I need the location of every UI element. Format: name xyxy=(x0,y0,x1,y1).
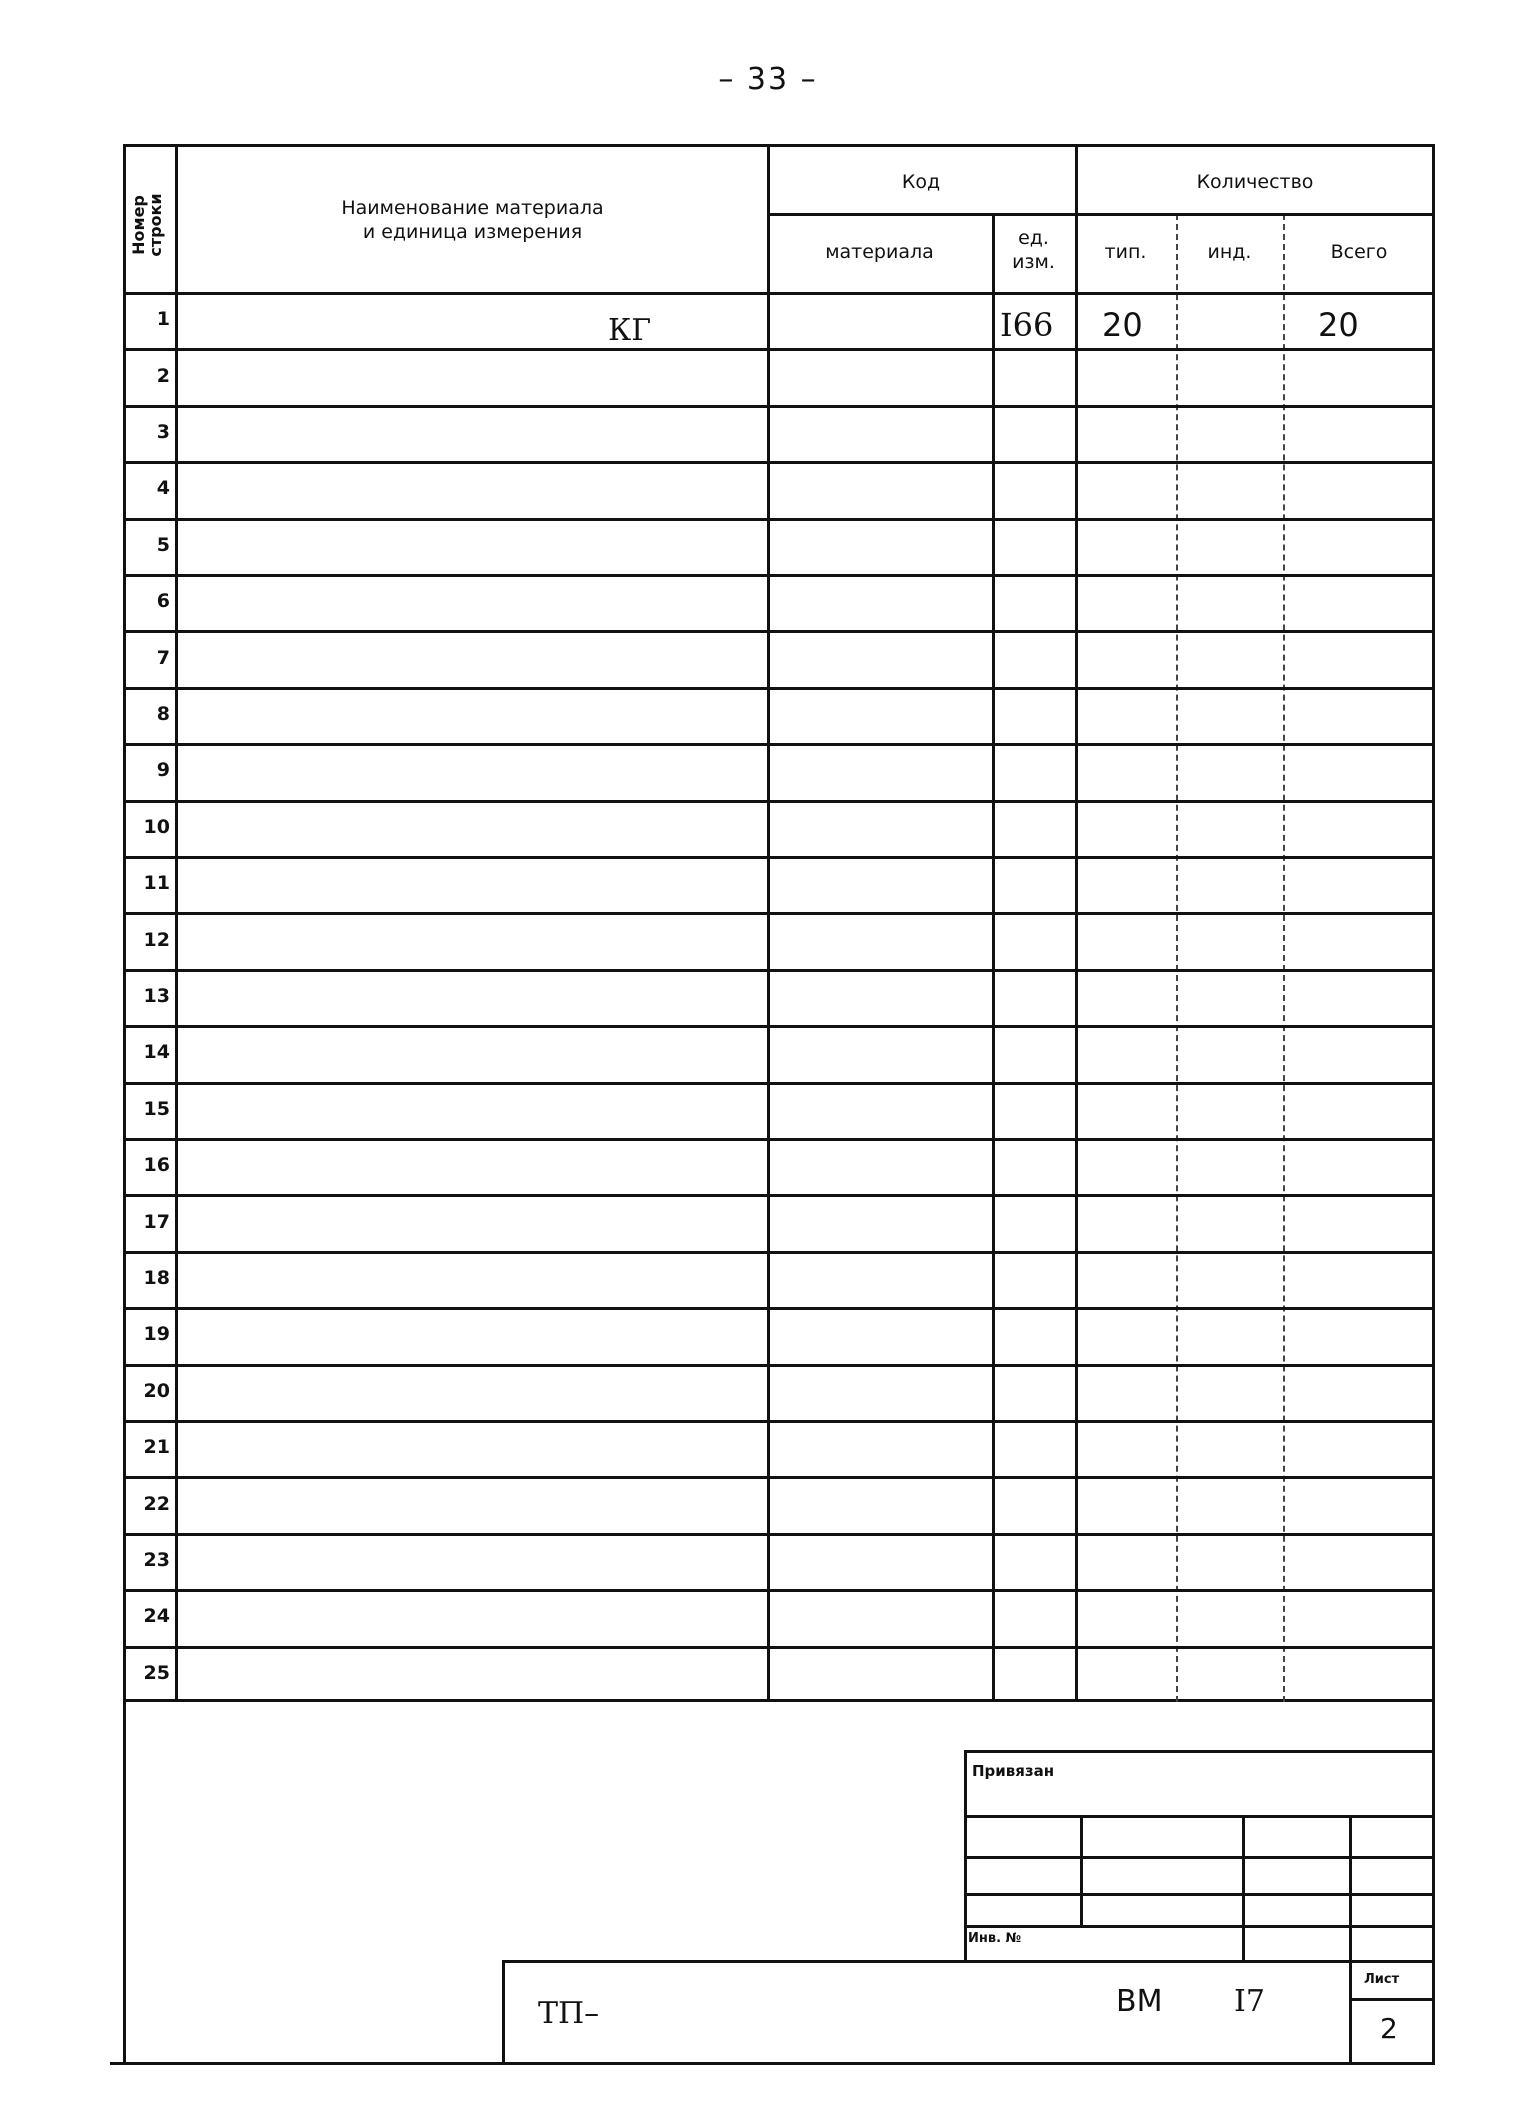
header-code-material: материала xyxy=(825,241,934,263)
row-number: 20 xyxy=(143,1379,170,1402)
row-number: 12 xyxy=(143,928,170,951)
sheet-cell-left-line xyxy=(1349,1962,1352,2062)
linked-label: Привязан xyxy=(972,1762,1055,1780)
doc-number: I7 xyxy=(1234,1984,1265,2019)
row-line xyxy=(123,1025,1435,1028)
linked-col-2 xyxy=(1242,1815,1245,1962)
sheet-label: Лист xyxy=(1364,1972,1400,1987)
row-number: 17 xyxy=(143,1210,170,1233)
col-line-unit xyxy=(1075,144,1078,1702)
row-number: 25 xyxy=(143,1661,170,1684)
row-number: 15 xyxy=(143,1097,170,1120)
row-number: 21 xyxy=(143,1436,170,1459)
row-number: 3 xyxy=(156,421,170,443)
sheet-cell-divider xyxy=(1349,1998,1435,2001)
doc-code: ТП– xyxy=(538,1996,600,2031)
linked-line-3 xyxy=(964,1856,1435,1859)
row-number: 13 xyxy=(143,985,170,1007)
row-line xyxy=(123,1194,1435,1197)
row-number: 7 xyxy=(156,646,170,669)
row-line xyxy=(123,687,1435,690)
row-line xyxy=(123,1533,1435,1536)
row-1-type: 20 xyxy=(1102,306,1143,344)
row-line xyxy=(123,856,1435,859)
header-qty-ind: инд. xyxy=(1207,241,1252,263)
sheet-value: 2 xyxy=(1380,2012,1398,2045)
inv-no-label: Инв. № xyxy=(968,1931,1022,1946)
row-number: 2 xyxy=(156,364,170,387)
row-line xyxy=(123,1420,1435,1423)
row-line xyxy=(123,912,1435,915)
stamp-right-line xyxy=(1432,1702,1435,2062)
linked-col-1 xyxy=(1080,1815,1083,1925)
title-left-line xyxy=(502,1960,505,2062)
col-line-rownum xyxy=(175,144,178,1702)
row-number: 6 xyxy=(156,590,170,613)
row-1-name: КГ xyxy=(608,313,652,348)
header-name: Наименование материала и единица измерения xyxy=(341,197,604,243)
row-number: 4 xyxy=(156,477,170,500)
row-line xyxy=(123,1646,1435,1649)
row-number: 9 xyxy=(156,759,170,782)
header-qty-total: Всего xyxy=(1330,241,1388,263)
row-line xyxy=(123,1364,1435,1367)
header-quantity: Количество xyxy=(1196,171,1314,193)
row-number: 14 xyxy=(143,1041,170,1064)
row-line xyxy=(123,574,1435,577)
header-subline xyxy=(767,213,1435,216)
stamp-bottom-line xyxy=(110,2062,1435,2065)
header-code: Код xyxy=(901,171,941,193)
row-number: 5 xyxy=(156,533,170,556)
linked-line-5 xyxy=(964,1925,1435,1928)
row-line xyxy=(123,800,1435,803)
row-number: 18 xyxy=(143,1267,170,1289)
stamp-left-line xyxy=(123,1702,126,2062)
linked-line-2 xyxy=(964,1815,1435,1818)
row-number: 11 xyxy=(143,872,170,895)
materials-table xyxy=(123,144,1435,1702)
linked-col-3 xyxy=(1349,1815,1352,1962)
row-1-total: 20 xyxy=(1318,306,1359,344)
header-code-unit: ед. изм. xyxy=(1012,227,1055,273)
header-row-number: Номер строки xyxy=(129,193,165,257)
header-qty-type: тип. xyxy=(1104,241,1147,263)
row-line xyxy=(123,405,1435,408)
row-line xyxy=(123,1138,1435,1141)
row-line xyxy=(123,348,1435,351)
row-number: 8 xyxy=(156,703,170,725)
row-line xyxy=(123,1589,1435,1592)
title-top-line xyxy=(502,1960,1435,1963)
row-line xyxy=(123,461,1435,464)
row-number: 22 xyxy=(143,1492,170,1515)
row-number: 23 xyxy=(143,1549,170,1571)
row-number: 1 xyxy=(156,308,170,331)
linked-top-line xyxy=(964,1750,1435,1753)
row-line xyxy=(123,1251,1435,1254)
linked-line-4 xyxy=(964,1893,1435,1896)
doc-series: ВМ xyxy=(1116,1984,1163,2019)
row-line xyxy=(123,969,1435,972)
row-number: 24 xyxy=(143,1605,170,1628)
row-line xyxy=(123,743,1435,746)
page-number: – 33 – xyxy=(718,62,818,97)
row-number: 16 xyxy=(143,1154,170,1177)
header-bottom-line xyxy=(123,292,1435,295)
row-number: 10 xyxy=(143,815,170,838)
row-line xyxy=(123,1307,1435,1310)
row-line xyxy=(123,1476,1435,1479)
row-line xyxy=(123,518,1435,521)
row-1-unit-code: I66 xyxy=(1000,306,1054,344)
col-line-name xyxy=(767,144,770,1702)
row-line xyxy=(123,1082,1435,1085)
row-number: 19 xyxy=(143,1323,170,1346)
row-line xyxy=(123,630,1435,633)
